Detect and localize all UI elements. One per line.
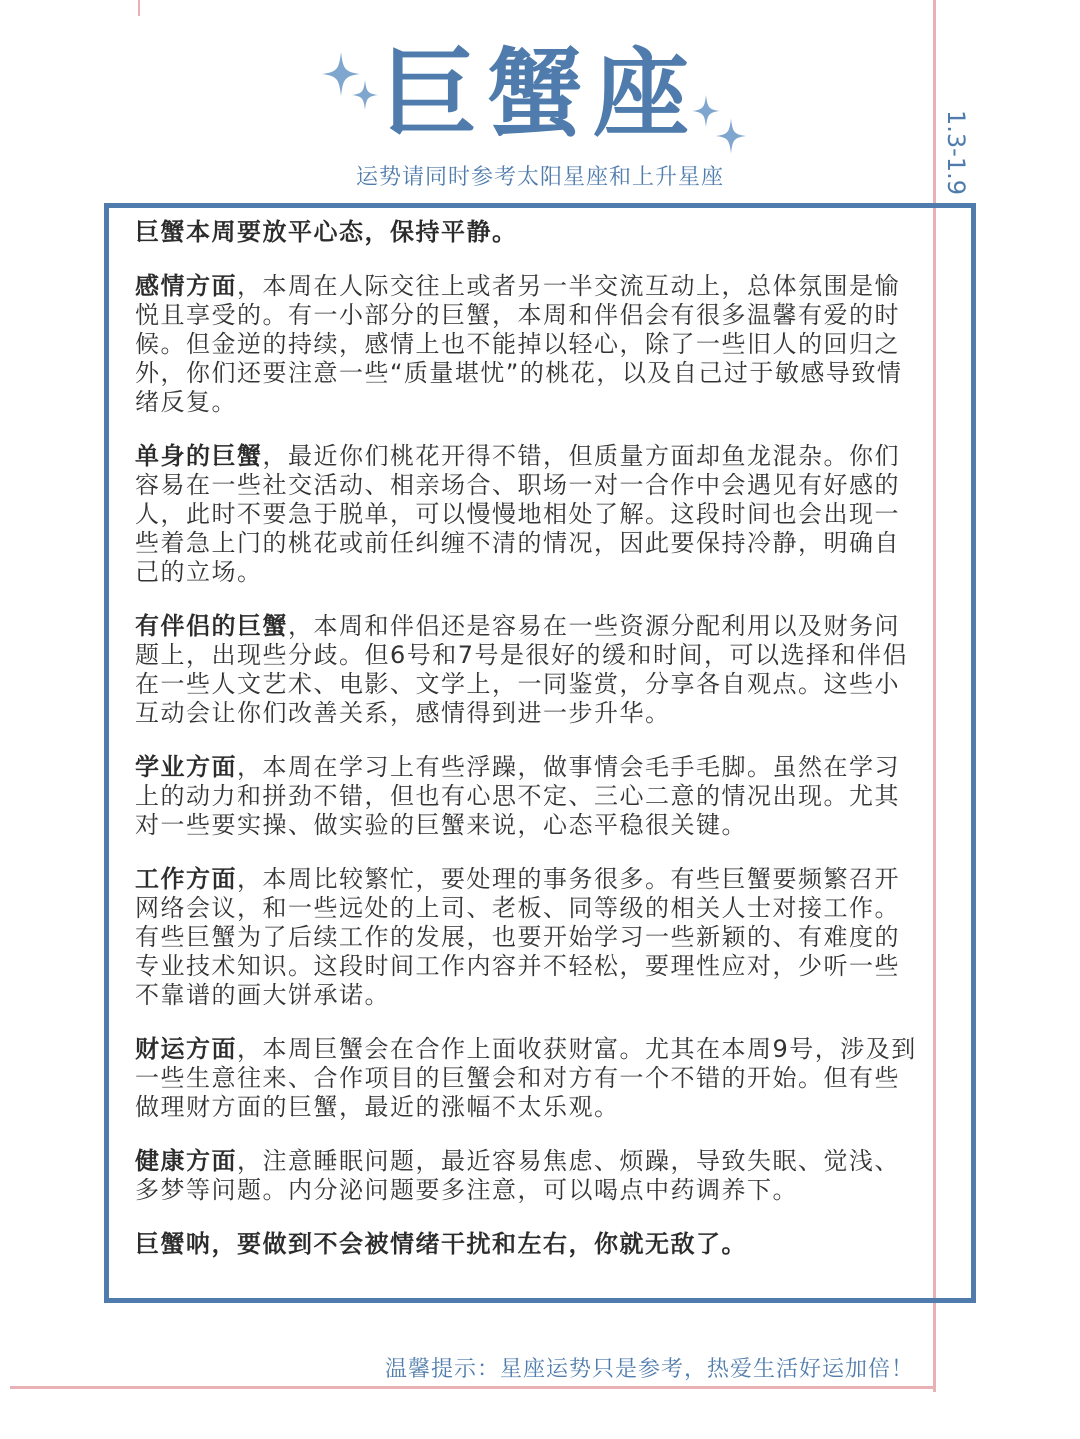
section-paragraph: 感情方面，本周在人际交往上或者另一半交流互动上，总体氛围是愉悦且享受的。有一小部分的巨蟹，本周和伴侣会有很多温馨有爱的时候。但金逆的持续，感情上也不能掉以轻心，除了一些旧人的回归之外，你们还要注意一些“质量堪忧”的桃花，以及自己过于敏感导致情绪反复。 [135, 272, 903, 416]
section-heading: 财运方面 [135, 1035, 237, 1063]
section-heading: 工作方面 [135, 865, 237, 893]
section-paragraph: 有伴侣的巨蟹，本周和伴侣还是容易在一些资源分配利用以及财务问题上，出现些分歧。但6号和7号是很好的缓和时间，可以选择和伴侣在一些人文艺术、电影、文学上，一同鉴赏，分享各自观点。这些小互动会让你们改善关系，感情得到进一步升华。 [135, 612, 909, 727]
section-paragraph: 健康方面，注意睡眠问题，最近容易焦虑、烦躁，导致失眠、觉浅、多梦等问题。内分泌问题要多注意，可以喝点中药调养下。 [135, 1147, 900, 1204]
page-title: 巨蟹座 [381, 38, 699, 150]
closing-paragraph: 巨蟹呐，要做到不会被情绪干扰和左右，你就无敌了。 [135, 1230, 747, 1258]
footer-tip: 温馨提示：星座运势只是参考，热爱生活好运加倍！ [384, 1357, 914, 1382]
section-heading: 感情方面 [135, 272, 237, 300]
section-heading: 学业方面 [135, 753, 237, 781]
intro-paragraph: 巨蟹本周要放平心态，保持平静。 [135, 218, 518, 246]
section-heading: 单身的巨蟹 [135, 442, 263, 470]
section-paragraph: 工作方面，本周比较繁忙，要处理的事务很多。有些巨蟹要频繁召开网络会议，和一些远处的上司、老板、同等级的相关人士对接工作。有些巨蟹为了后续工作的发展，也要开始学习一些新颖的、有难度的专业技术知识。这段时间工作内容并不轻松，要理性应对，少听一些不靠谱的画大饼承诺。 [135, 865, 900, 1009]
corner-tick-line [138, 0, 140, 16]
section-paragraph: 单身的巨蟹，最近你们桃花开得不错，但质量方面却鱼龙混杂。你们容易在一些社交活动、相亲场合、职场一对一合作中会遇见有好感的人，此时不要急于脱单，可以慢慢地相处了解。这段时间也会出现一些着急上门的桃花或前任纠缠不清的情况，因此要保持冷静，明确自己的立场。 [135, 442, 900, 586]
section-paragraph: 学业方面，本周在学习上有些浮躁，做事情会毛手毛脚。虽然在学习上的动力和拼劲不错，但也有心思不定、三心二意的情况出现。尤其对一些要实操、做实验的巨蟹来说，心态平稳很关键。 [135, 753, 900, 839]
date-range: 1.3-1.9 [942, 110, 970, 195]
section-heading: 有伴侣的巨蟹 [135, 612, 288, 640]
pink-horizontal-line [10, 1386, 936, 1389]
subtitle: 运势请同时参考太阳星座和上升星座 [355, 165, 724, 190]
section-paragraph: 财运方面，本周巨蟹会在合作上面收获财富。尤其在本周9号，涉及到一些生意往来、合作项目的巨蟹会和对方有一个不错的开始。但有些做理财方面的巨蟹，最近的涨幅不太乐观。 [135, 1035, 917, 1121]
section-heading: 健康方面 [135, 1147, 237, 1175]
horoscope-content [135, 218, 925, 1284]
